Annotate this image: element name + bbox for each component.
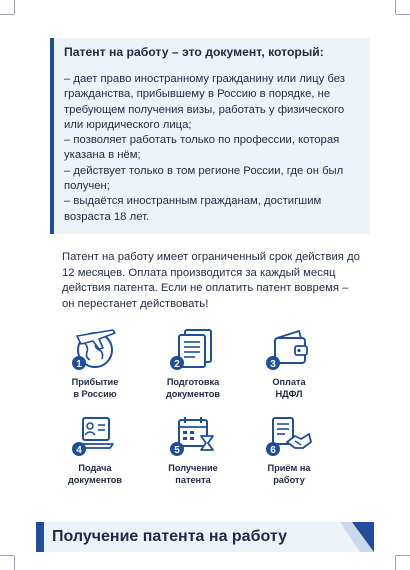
step-label: Оплата НДФЛ (272, 377, 306, 399)
footer-banner (36, 522, 374, 552)
step-label: Подача документов (67, 463, 123, 485)
wallet-icon (263, 326, 315, 372)
crop-mark (14, 556, 15, 570)
patent-definition-box (50, 38, 370, 234)
info-box-title: Патент на работу – это документ, который: (64, 45, 324, 59)
info-item: – дает право иностранному гражданину или лицу без гражданства, прибывшему в Россию в порядке, не требующем получения визы, работать у физического или юридического лица; (64, 73, 345, 131)
info-item: – действует только в том регионе России, где он был получен; (64, 164, 344, 193)
step-label: Подготовка документов (165, 377, 221, 399)
crop-mark (396, 555, 410, 556)
crop-mark (396, 14, 410, 15)
crop-mark (395, 0, 396, 14)
globe-airplane-icon (69, 326, 121, 372)
crop-mark (14, 0, 15, 14)
footer-decoration (320, 522, 374, 552)
step-number: 3 (270, 359, 276, 370)
step-number: 4 (76, 445, 82, 456)
laptop-id-icon (69, 412, 121, 458)
step-number: 5 (174, 445, 180, 456)
handshake-icon (263, 412, 315, 458)
documents-icon (167, 326, 219, 372)
step-number: 2 (174, 359, 180, 370)
footer-title: Получение патента на работу (52, 528, 287, 545)
info-list (64, 72, 360, 225)
step-arrival (48, 326, 142, 400)
step-tax-payment (242, 326, 336, 400)
crop-mark (0, 14, 14, 15)
step-label: Прибытие в Россию (71, 377, 119, 399)
step-documents (146, 326, 240, 400)
info-item: – выдаётся иностранным гражданам, достигшим возраста 18 лет. (64, 195, 322, 223)
step-employment (242, 412, 336, 486)
step-submission (48, 412, 142, 486)
info-item: – позволяет работать только по профессии, которая указана в нём; (64, 134, 340, 162)
step-number: 1 (76, 359, 82, 370)
validity-paragraph: Патент на работу имеет ограниченный срок действия до 12 месяцев. Оплата производится за каждый месяц действия патента. Если не оплатить патент вовремя – он перестанет действовать! (62, 251, 360, 310)
step-label: Получение патента (168, 463, 218, 485)
calendar-hourglass-icon (167, 412, 219, 458)
crop-mark (395, 556, 396, 570)
step-receive-patent (146, 412, 240, 486)
footer-accent-bar (36, 522, 44, 552)
step-label: Приём на работу (267, 463, 311, 485)
step-number: 6 (270, 445, 276, 456)
crop-mark (0, 555, 14, 556)
